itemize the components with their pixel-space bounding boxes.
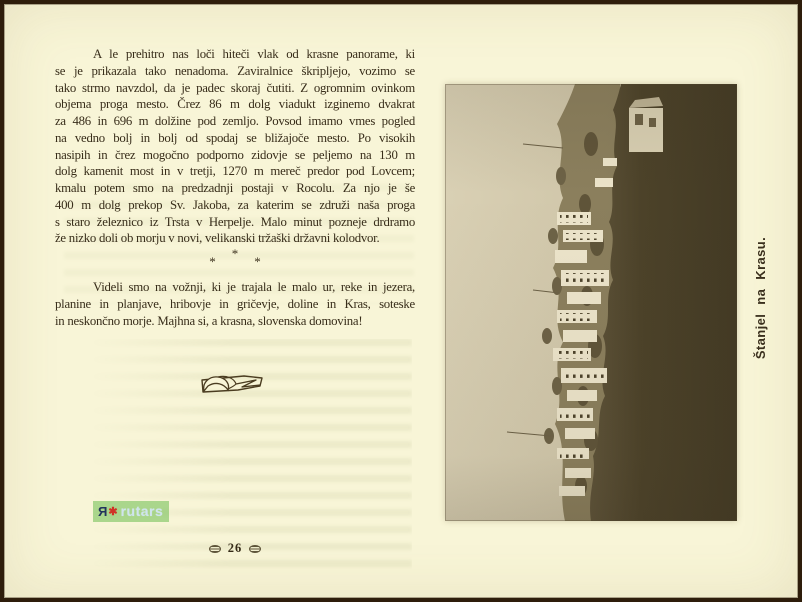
paragraph-2	[55, 279, 415, 329]
asterisk-separator	[55, 246, 415, 276]
asterisk: *	[231, 246, 239, 261]
asterisk: *	[254, 254, 261, 269]
fleuron-right-icon	[249, 545, 261, 553]
flourish-ornament-icon	[200, 372, 264, 398]
page-footer	[55, 541, 415, 556]
fleuron-left-icon	[209, 545, 221, 553]
text-line: in neskončno morje. Majhna si, a krasna, slovenska domovina!	[55, 313, 363, 328]
text-line: se je prikazala tako nenadoma. Zaviralnice škripljejo, vozimo se	[55, 63, 415, 78]
watermark-label: rutars	[120, 503, 164, 519]
text-line: 400 m dolg prekop Sv. Jakoba, za katerim se združi naša proga	[55, 197, 415, 212]
text-line: za 486 in 696 m dolžine pod zemljo. Povsod imamo vmes pogled	[55, 114, 415, 128]
rutars-logo-mark-icon: ✱	[108, 505, 118, 518]
page-number: 26	[227, 541, 243, 555]
text-line: Videli smo na vožnji, ki je trajala le malo ur, reke in jezera,	[93, 280, 415, 294]
text-line: s staro železnico iz Trsta v Herpelje. Malo minut pozneje drdramo	[55, 214, 415, 229]
text-column	[55, 46, 415, 329]
text-line: planine in planjave, hribovje in gričevje, doline in Kras, soteske	[55, 296, 415, 311]
text-line: na vedno bolj in bolj od spodaj se bližajoče mesto. Po visokih	[55, 130, 415, 145]
text-line: kmalu potem smo na predzadnji postaji v Rocolu. Za njo je še	[55, 181, 415, 195]
text-line: dolg kamenit most in v tretji, 1270 m mereč predor pod Lovcem;	[55, 164, 415, 179]
text-line: že nizko doli ob morju v novi, velikanski tržaški državni kolodvor.	[55, 231, 380, 246]
rutars-watermark	[93, 501, 169, 522]
paragraph-1	[55, 46, 415, 247]
text-line: nasipih in črez mogočno podporno zidovje se peljemo na 130 m	[55, 147, 415, 162]
text-line: A le prehitro nas loči hiteči vlak od krasne panorame, ki	[93, 47, 415, 61]
rutars-logo-icon: R	[98, 503, 108, 519]
photo-stanjel	[445, 84, 737, 521]
text-line: objema proga mesto. Črez 86 m dolg viadukt izginemo dvakrat	[55, 97, 415, 112]
text-line: tako strmo navzdol, da je padec skoraj čutiti. Z ogromnim ovinkom	[55, 80, 415, 95]
photo-caption: Štanjel na Krasu.	[753, 236, 768, 360]
asterisk: *	[209, 254, 216, 269]
